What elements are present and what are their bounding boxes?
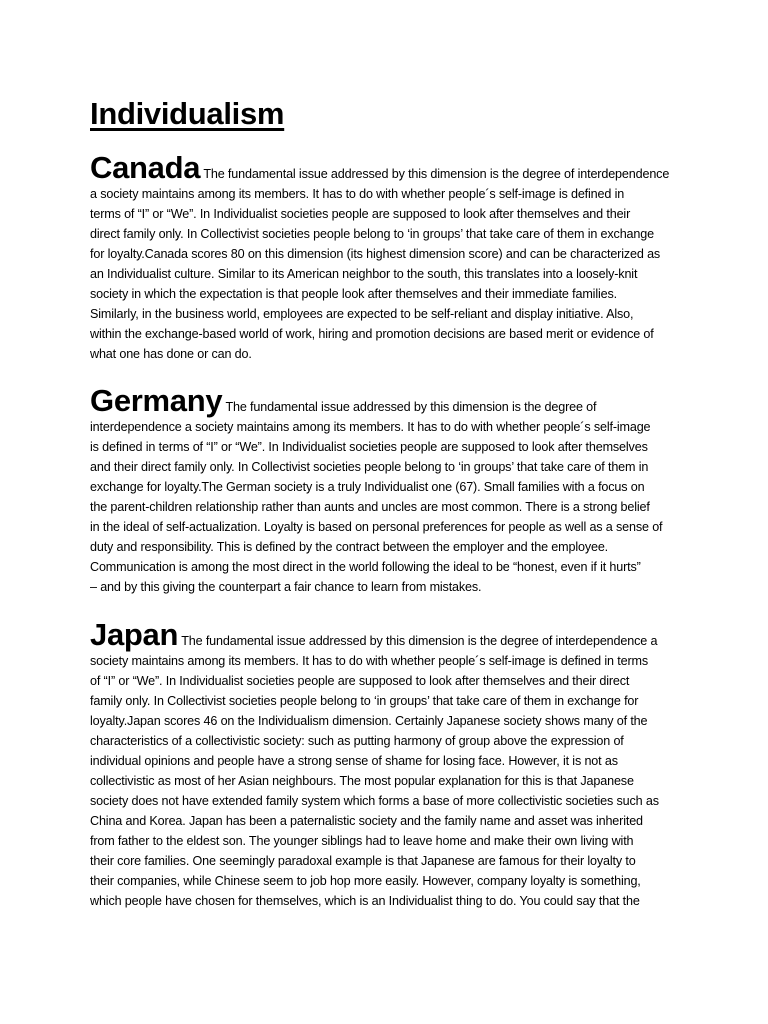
paragraph-line: a society maintains among its members. It has to do with whether people´s self-image is defined in xyxy=(90,187,625,201)
section-heading-line xyxy=(90,150,690,185)
country-heading: Canada xyxy=(90,150,201,185)
document-title: Individualism xyxy=(90,96,285,131)
paragraph-line: The fundamental issue addressed by this dimension is the degree of interdependence a xyxy=(181,634,658,648)
section-japan xyxy=(90,617,690,911)
paragraph-line: is defined in terms of “I” or “We”. In Individualist societies people are supposed to look after themselves xyxy=(90,440,648,454)
section-heading-line xyxy=(90,383,690,418)
country-heading: Germany xyxy=(90,383,223,418)
country-heading: Japan xyxy=(90,617,179,652)
paragraph-line: of “I” or “We”. In Individualist societies people are supposed to look after themselves and their direct xyxy=(90,674,630,688)
paragraph-line: society maintains among its members. It has to do with whether people´s self-image is defined in terms xyxy=(90,654,648,668)
paragraph-line: what one has done or can do. xyxy=(90,347,252,361)
paragraph-line: the parent-children relationship rather than aunts and uncles are most common. There is a strong belief xyxy=(90,500,650,514)
paragraph-line: Communication is among the most direct in the world following the ideal to be “honest, even if it hurts” xyxy=(90,560,641,574)
paragraph-line: an Individualist culture. Similar to its American neighbor to the south, this translates into a loosely-knit xyxy=(90,267,638,281)
paragraph-line: for loyalty.Canada scores 80 on this dimension (its highest dimension score) and can be characterized as xyxy=(90,247,661,261)
paragraph-line: China and Korea. Japan has been a paternalistic society and the family name and asset was inherited xyxy=(90,814,643,828)
paragraph-line: individual opinions and people have a strong sense of shame for losing face. However, it is not as xyxy=(90,754,618,768)
paragraph-line: duty and responsibility. This is defined by the contract between the employer and the employee. xyxy=(90,540,609,554)
paragraph-line: family only. In Collectivist societies people belong to ‘in groups’ that take care of them in exchange for xyxy=(90,694,639,708)
paragraph-line: terms of “I” or “We”. In Individualist societies people are supposed to look after themselves and their xyxy=(90,207,631,221)
paragraph-line: exchange for loyalty.The German society is a truly Individualist one (67). Small families with a focus on xyxy=(90,480,645,494)
paragraph-line: characteristics of a collectivistic society: such as putting harmony of group above the expression of xyxy=(90,734,624,748)
paragraph-line: and their direct family only. In Collectivist societies people belong to ‘in groups’ that take care of them in xyxy=(90,460,649,474)
paragraph-line: – and by this giving the counterpart a fair chance to learn from mistakes. xyxy=(90,580,482,594)
section-heading-line xyxy=(90,617,690,652)
paragraph-line: The fundamental issue addressed by this dimension is the degree of interdependence xyxy=(203,167,670,181)
paragraph-line: loyalty.Japan scores 46 on the Individualism dimension. Certainly Japanese society shows many of the xyxy=(90,714,648,728)
paragraph-line: The fundamental issue addressed by this dimension is the degree of xyxy=(225,400,597,414)
paragraph-line: from father to the eldest son. The younger siblings had to leave home and make their own living with xyxy=(90,834,634,848)
paragraph-line: society in which the expectation is that people look after themselves and their immediate families. xyxy=(90,287,617,301)
paragraph-line: their companies, while Chinese seem to job hop more easily. However, company loyalty is something, xyxy=(90,874,641,888)
paragraph-line: direct family only. In Collectivist societies people belong to ‘in groups’ that take care of them in exchange xyxy=(90,227,654,241)
paragraph-line: Similarly, in the business world, employees are expected to be self-reliant and display initiative. Also, xyxy=(90,307,634,321)
paragraph-line: society does not have extended family system which forms a base of more collectivistic societies such as xyxy=(90,794,659,808)
paragraph-line: their core families. One seemingly paradoxal example is that Japanese are famous for their loyalty to xyxy=(90,854,636,868)
paragraph-line: within the exchange-based world of work, hiring and promotion decisions are based merit or evidence of xyxy=(90,327,654,341)
paragraph-line: collectivistic as most of her Asian neighbours. The most popular explanation for this is that Japanese xyxy=(90,774,634,788)
section-canada xyxy=(90,150,690,364)
paragraph-line: in the ideal of self-actualization. Loyalty is based on personal preferences for people as well as a sense of xyxy=(90,520,663,534)
paragraph-line: which people have chosen for themselves, which is an Individualist thing to do. You could say that the xyxy=(90,894,640,908)
section-germany xyxy=(90,383,690,597)
paragraph-line: interdependence a society maintains among its members. It has to do with whether people´s self-image xyxy=(90,420,651,434)
